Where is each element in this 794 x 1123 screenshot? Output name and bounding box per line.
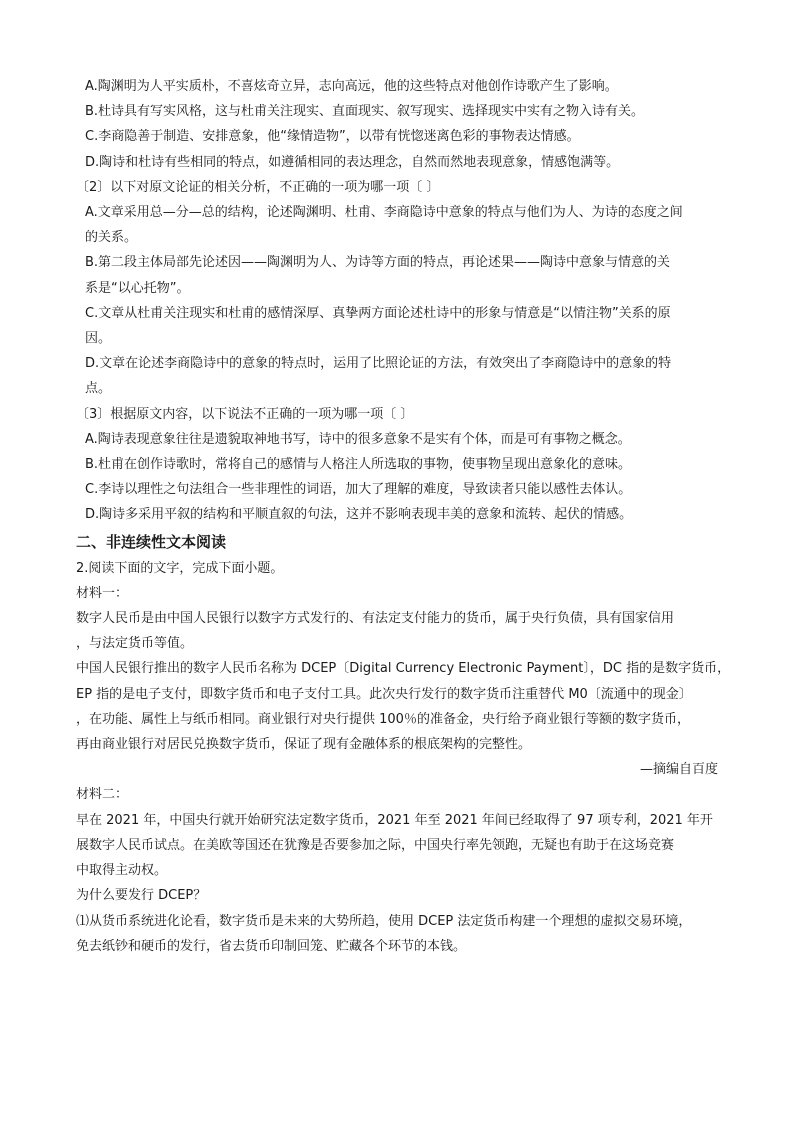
q2-options xyxy=(76,200,722,402)
text-line: 展数字人民币试点。在美欧等国还在犹豫是否要参加之际，中国央行率先领跑，无疑也有助于在这场竞赛 xyxy=(76,837,675,853)
q2-option-b-line1: B.第二段主体局部先论述因——陶渊明为人、为诗等方面的特点，再论述果——陶诗中意象与情意的关 xyxy=(85,255,671,271)
text-line: ，在功能、属性上与纸币相同。商业银行对央行提供 100％的准备金，央行给予商业银行等额的数字货币， xyxy=(76,711,690,727)
q1-option-b: B.杜诗具有写实风格，这与杜甫关注现实、直面现实、叙写现实、选择现实中实有之物入诗有关。 xyxy=(85,104,645,120)
material1-source: —摘编自百度 xyxy=(639,762,718,778)
q2-option-c-line1: C.文章从杜甫关注现实和杜甫的感情深厚、真挚两方面论述杜诗中的形象与情意是“以情注物”关系的原 xyxy=(85,305,671,321)
q2-option-a-line2: 的关系。 xyxy=(85,230,138,246)
q2-option-d-line2: 点。 xyxy=(85,381,112,397)
why-heading: 为什么要发行 DCEP？ xyxy=(76,888,207,904)
q3-stem: 〔3〕根据原文内容，以下说法不正确的一项为哪一项〔 〕 xyxy=(76,406,414,422)
text-line: 中取得主动权。 xyxy=(76,863,168,879)
q1-option-a: A.陶渊明为人平实质朴，不喜炫奇立异，志向高远，他的这些特点对他创作诗歌产生了影响。 xyxy=(85,79,618,94)
material1-paragraph1 xyxy=(76,606,722,656)
material1-paragraph2 xyxy=(76,656,731,757)
q1-options xyxy=(76,74,722,175)
q2-option-c-line2: 因。 xyxy=(85,331,112,347)
reading-instruction: 2.阅读下面的文字，完成下面小题。 xyxy=(76,560,284,576)
text-line: ⑴从货币系统进化论看，数字货币是未来的大势所趋，使用 DCEP 法定货币构建一个理想的虚拟交易环境， xyxy=(76,913,692,929)
text-line: 再由商业银行对居民兑换数字货币，保证了现有金融体系的根底架构的完整性。 xyxy=(76,737,532,753)
text-line: 早在 2021 年，中国央行就开始研究法定数字货币，2021 年至 2021 年间已经取得了 97 项专利，2021 年开 xyxy=(76,812,713,828)
q2-option-b-line2: 系是“以心托物”。 xyxy=(85,280,190,296)
q3-options xyxy=(76,427,722,528)
q2-stem: 〔2〕以下对原文论证的相关分析，不正确的一项为哪一项〔 〕 xyxy=(76,179,440,195)
text-line: 免去纸钞和硬币的发行，省去货币印制回笼、贮藏各个环节的本钱。 xyxy=(76,938,467,954)
q2-option-d-line1: D.文章在论述李商隐诗中的意象的特点时，运用了比照论证的方法，有效突出了李商隐诗中的意象的特 xyxy=(85,356,672,372)
document-content xyxy=(76,74,731,959)
text-line: ，与法定货币等值。 xyxy=(76,636,194,652)
q3-option-b: B.杜甫在创作诗歌时，常将自己的感情与人格注人所选取的事物，使事物呈现出意象化的意味。 xyxy=(85,457,632,473)
why-point-1 xyxy=(76,909,722,959)
material2-paragraph1 xyxy=(76,808,722,884)
q3-option-c: C.李诗以理性之句法组合一些非理性的词语，加大了理解的难度，导致读者只能以感性去体认。 xyxy=(85,482,632,498)
q2-option-a-line1: A.文章采用总—分—总的结构，论述陶渊明、杜甫、李商隐诗中意象的特点与他们为人、为诗的态度之间 xyxy=(85,205,683,221)
q1-option-d: D.陶诗和杜诗有些相同的特点，如遵循相同的表达理念，自然而然地表现意象，情感饱满等。 xyxy=(85,154,620,170)
material2-label: 材料二： xyxy=(76,787,129,803)
text-line: 中国人民银行推出的数字人民币名称为 DCEP〔Digital Currency Electronic Payment〕，DC 指的是数字货币， xyxy=(76,661,731,677)
q3-option-a: A.陶诗表现意象往往是遗貌取神地书写，诗中的很多意象不是实有个体，而是可有事物之概念。 xyxy=(85,431,631,447)
q1-option-c: C.李商隐善于制造、安排意象，他“缘情造物”，以带有恍惚迷离色彩的事物表达情感。 xyxy=(85,129,580,145)
q3-option-d: D.陶诗多采用平叙的结构和平顺直叙的句法，这并不影响表现丰美的意象和流转、起伏的情感。 xyxy=(85,507,633,523)
section-heading: 二、非连续性文本阅读 xyxy=(76,532,227,551)
text-line: 数字人民币是由中国人民银行以数字方式发行的、有法定支付能力的货币，属于央行负债，具有国家信用 xyxy=(76,611,675,627)
text-line: EP 指的是电子支付，即数字货币和电子支付工具。此次央行发行的数字货币注重替代 M0〔流通中的现金〕 xyxy=(76,686,692,702)
material1-label: 材料一： xyxy=(76,585,129,601)
